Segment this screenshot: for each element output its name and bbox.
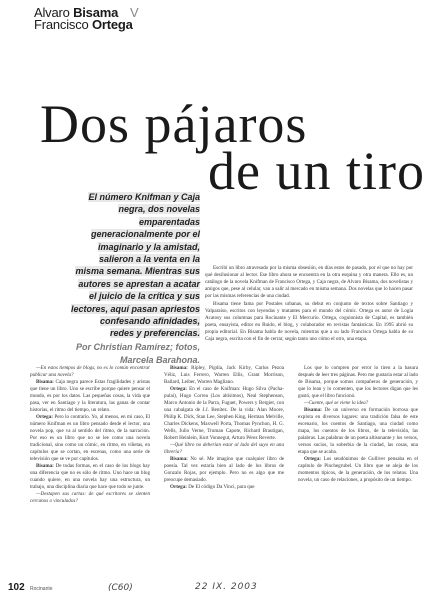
paragraph-text: —En estos tiempos de blogs, no es lo común encontrar publicar una novela?: [30, 365, 150, 379]
interview-answer: [164, 484, 284, 491]
interview-answer: [164, 365, 284, 386]
speaker-name: Bisama:: [36, 463, 56, 470]
deck-line-text: redes y preferencias.: [109, 328, 200, 339]
author-deco-mark: V: [130, 5, 139, 20]
deck-line-text: negra, dos novelas: [118, 204, 200, 215]
paragraph-text: —Qué libro no deberían estar al lado del suyo en una librería?: [164, 442, 284, 456]
deck-line: [18, 278, 200, 290]
deck-line: [18, 228, 200, 240]
deck-line-text: emparentadas: [138, 216, 200, 227]
intro-paragraph-2: Bisama tiene fama por Postales urbanas, su debut en conjunto de textos sobre Santiago y Valparaíso, escritos con leyendas y mutantes para el mundo del cómic. Ortega es autor de Logia Acatosy sus columnas para Rocinante y El Mercurio. Ortega, coguionista de Capital, es también poeta, ensayista, editor en Ruido, el blog, y colaborador en revistas fantásticas. En 1995 abrió su propia editorial. En Bisama habla de novela, mientras que a su lado Francisco Ortega habla de su Caja negra, escrita con el fin de cerrar, según tanto uno cómo el otro, una etapa.: [205, 301, 413, 342]
byline-line-2: Marcela Barahona.: [119, 355, 200, 366]
handwritten-note-2: 22 IX. 2003: [195, 582, 258, 592]
paragraph-text: —Destapen sus cartas: de qué escritores se sienten cercanos o vinculados?: [30, 491, 150, 505]
deck-line: [18, 203, 200, 215]
interview-answer: [298, 365, 418, 400]
speaker-name: Ortega:: [36, 414, 55, 421]
body-column-1: [30, 365, 150, 583]
author-line-2: [34, 19, 133, 31]
paragraph-text: No sé. Me imagino que cualquier libro de poesía. Tal vez estaría bien al lado de los libros de Gonzalo Rojas, por ejemplo. Pero no es algo que me preocupe demasiado.: [164, 456, 284, 484]
interview-question: [30, 365, 150, 379]
deck-line: [18, 241, 200, 253]
deck-line-text: el juicio de la crítica y sus: [88, 291, 200, 302]
intro-paragraph-1: Escribí un libro atravesado por la misma obsesión, en días estos de pasado, por el que no hay por qué desilusionar al lector. Ese libro ahora se encuentra en la otra esquina y otra manera. Ello es, un catálogo de la novela Knifman de Francisco Ortega, y Caja negra, de Alvaro Bisama, dos novelistas y amigos que, pese al celular, van a salir al mercado en misma semana. Dos novelas que lo hacen pasar por las mismas referencias de una ciudad.: [205, 265, 413, 299]
speaker-name: Ortega:: [304, 456, 324, 463]
paragraph-text: Ripley, Pigdia, Jack Kirby, Carlos Pezoa Véliz, Luis Ferrero, Warren Ellis, Grant Morrison, Ballard, Leiber, Warren Magliano.: [164, 365, 284, 386]
title-line-1: Dos pájaros: [40, 94, 308, 154]
interview-question: [164, 442, 284, 456]
magazine-name: Rocinante: [30, 586, 53, 592]
paragraph-text: De todas formas, en el caso de los blogs hay una diferencia que no es sólo de ritmo. Uno hace un blog cuando quiere, en una novela hay una estructura, un trabajo, una disciplina diaria que hace que todo se junte.: [30, 463, 150, 491]
deck-line: [18, 216, 200, 228]
deck-line: [18, 265, 200, 277]
paragraph-text: En el caso de Knifman: Hugo Silva (Pacha-pulai), Hugo Correa (Los altísimos), Neal Stephenson, Marco Antonio de la Parra, Fuguet, Powers y Bergier, con una cabalgata de J.J. Benítez. De la vida: Alan Moore, Philip K. Dick, Stan Lee, Stephen King, Herman Melville, Charles Dickens, Maxwell Porta, Thomas Pynchon, H. G. Wells, Julio Verne, Truman Capote, Richard Brautigan, Robert Heinlein, Kurt Vonnegut, Arturo Pérez Reverte.: [164, 386, 284, 442]
body-column-2: [164, 365, 284, 583]
interview-question: [30, 491, 150, 505]
paragraph-text: —Cuente, qué se viene la idea?: [304, 400, 369, 407]
author-2-last-name: Ortega: [91, 17, 133, 32]
deck-line: [18, 327, 200, 339]
paragraph-text: Pero lo contrario. Yo, al menos, en mi caso, El número Knifman es un libro pensado desde el lector, una novela pop, que va al sentido del ritmo, de la narración. Por eso es un libro que no se lee como una novela tradicional, sino como un cómic, en ritmo, en viñetas, en capítulos que se cortan, en escenas, como una serie de televisión que se ve por capítulos.: [30, 414, 150, 463]
authors-block: [34, 5, 139, 32]
deck-line-text: imaginario y la amistad,: [97, 241, 200, 252]
intro-text: [205, 265, 413, 344]
speaker-name: Ortega:: [170, 484, 189, 491]
interview-answer: [30, 463, 150, 491]
paragraph-text: Los que lo compren por error lo tiren a la basura después de leer tres páginas. Pero me gustaría estar al lado de Bisama, porque somos compañeros de generación, y que lo lean y lo comenten, que los lectores digan que les gustó, que el libro funcionó.: [298, 365, 418, 400]
deck-line: [18, 191, 200, 203]
author-2-first-name: Francisco: [34, 17, 92, 32]
deck-line: [18, 253, 200, 265]
interview-answer: [30, 379, 150, 414]
deck-line-text: generacionalmente por el: [90, 229, 200, 240]
interview-answer: [298, 407, 418, 456]
author-1-last-name: Bisama: [73, 5, 119, 20]
speaker-name: Ortega:: [170, 386, 190, 393]
byline-line-1: Por Christian Ramírez; fotos,: [75, 341, 200, 352]
speaker-name: Bisama:: [170, 456, 191, 463]
deck-line-text: confesando afinidades,: [99, 316, 200, 327]
interview-answer: [298, 456, 418, 484]
paragraph-text: Caja negra parece Estas fragilidades y aristas que tiene un libro. Uno se escribe porque quiere pensar el mundo, es por los datos. Las pequeñas cosas, la vida que pasa, ver en Santiago y la literatura, las ganas de contar historias, el ritmo del tiempo, un relato.: [30, 379, 150, 414]
deck-line-text: autores se aprestan a acatar: [78, 278, 200, 289]
speaker-name: Bisama:: [304, 407, 325, 414]
deck-line-text: misma semana. Mientras sus: [75, 266, 200, 277]
deck-lines: [18, 191, 200, 340]
deck-line-text: salieron a la venta en la: [98, 254, 200, 265]
body-column-3: [298, 365, 418, 583]
interview-answer: [30, 414, 150, 463]
deck-line: [18, 315, 200, 327]
speaker-name: Bisama:: [36, 379, 56, 386]
author-1-first-name: Alvaro: [34, 5, 74, 20]
deck-line-text: lectores, aquí pasan apriestos: [70, 303, 200, 314]
paragraph-text: Los seudónimos de Gulliver pensaba en el capítulo de Pinchegrubel. Un libro que se aleja de los momentos típicos, de la generación, de los relatos. Una novela, un caso de relaciones, a propósito de un tiempo.: [298, 456, 418, 484]
article-deck: [18, 191, 200, 367]
speaker-name: Bisama:: [170, 365, 192, 371]
title-line-2: de un tiro: [208, 141, 425, 201]
deck-line: [18, 290, 200, 302]
deck-line-text: El número Knifman y Caja: [88, 192, 200, 202]
paragraph-text: De un universo en formación borrosa que explota en diversos lugares: una tradición falsa de este escenario, los cuentos de Santiago, una ciudad como mapa, los cuentos de los libros, de la televisión, las palabras. Las palabras de un poeta altisonante y los versos, versos sucios, la soberbia de la ciudad, las cosas, una etapa que se acaba.: [298, 407, 418, 456]
page-number: 102: [8, 582, 25, 593]
handwritten-note-1: (C60): [108, 583, 133, 593]
interview-answer: [164, 386, 284, 442]
interview-answer: [164, 456, 284, 484]
paragraph-text: De El código Da Vinci, para que: [188, 484, 255, 491]
deck-line: [18, 303, 200, 315]
